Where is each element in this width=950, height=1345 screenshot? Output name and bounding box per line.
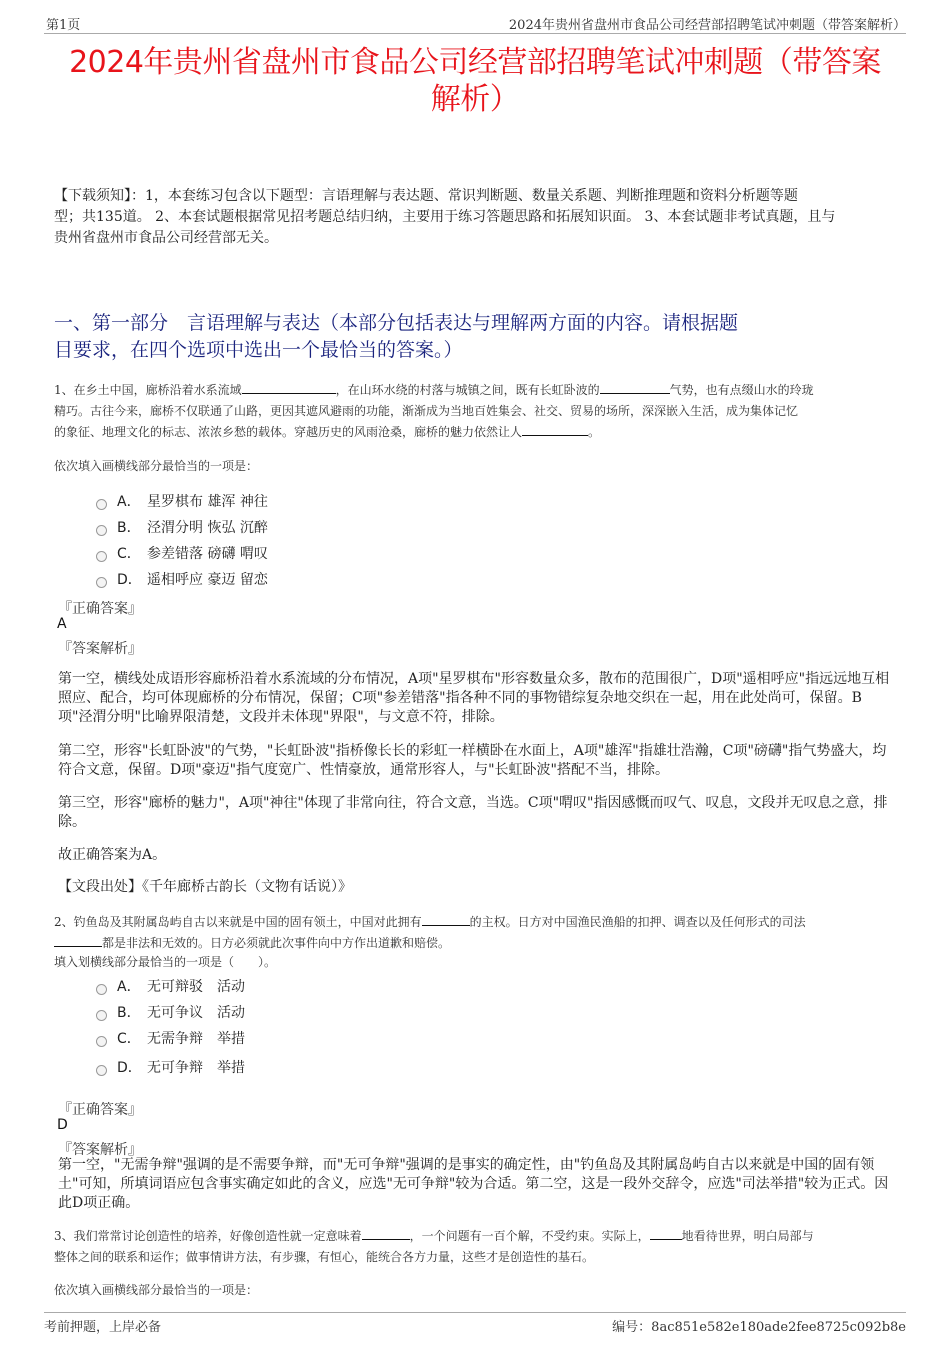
section-heading [54,310,906,364]
document-id: 编号：8ac851e582e180ade2fee8725c092b8e [612,1320,906,1335]
title-line-2: 解析） [430,82,520,117]
page-number: 第1页 [46,18,81,33]
option-letter: B． [117,1005,141,1021]
option-letter: D． [117,572,142,588]
question-3-stem [54,1226,914,1268]
radio-button[interactable] [96,577,107,588]
source-citation: 【文段出处】《千年廊桥古韵长（文物有话说）》 [58,879,352,895]
stem-text: ，在山环水绕的村落与城镇之间，既有长虹卧波的 [335,383,600,397]
radio-button[interactable] [96,551,107,562]
option-a[interactable] [96,491,268,511]
option-text: 无需争辩 举措 [147,1031,245,1047]
radio-button[interactable] [96,1036,107,1047]
fill-blank [242,381,336,394]
option-c[interactable] [96,543,268,563]
correct-answer-label: 『正确答案』 [58,601,142,617]
option-b[interactable] [96,517,268,537]
radio-button[interactable] [96,1010,107,1021]
analysis-label: 『答案解析』 [58,641,142,657]
stem-text: 地看待世界，明白局部与 [681,1229,814,1243]
fill-blank [650,1227,682,1240]
option-text: 星罗棋布 雄浑 神往 [147,494,268,510]
option-letter: C． [117,546,141,562]
notice-line: 型；共135道。 2、本套试题根据常见招考题总结归纳，主要用于练习答题思路和拓展知识面。 3、本套试题非考试真题，且与 [54,209,836,225]
option-d[interactable] [96,1057,245,1077]
fill-blank [54,934,102,947]
radio-button[interactable] [96,984,107,995]
question-1-stem [54,380,914,443]
analysis-paragraph: 第一空，横线处成语形容廊桥沿着水系流域的分布情况，A项"星罗棋布"形容数量众多，散布的范围很广，D项"遥相呼应"指远远地互相照应、配合，均可体现廊桥的分布情况，保留；C项"参差错落"指各种不同的事物错综复杂地交织在一起，用在此处尚可，保留。B项"泾渭分明"比喻界限清楚，文段并未体现"界限"，与文意不符，排除。 [58,671,890,725]
stem-text: 1、在乡土中国，廊桥沿着水系流域 [54,383,242,397]
question-3-prompt: 依次填入画横线部分最恰当的一项是： [54,1283,259,1297]
section-heading-line: 一、第一部分 言语理解与表达（本部分包括表达与理解两方面的内容。请根据题 [54,312,739,334]
option-c[interactable] [96,1028,245,1048]
analysis-paragraph: 第二空，形容"长虹卧波"的气势，"长虹卧波"指桥像长长的彩虹一样横卧在水面上，A项"雄浑"指雄壮浩瀚，C项"磅礴"指气势盛大，均符合文意，保留。D项"豪迈"指气度宽广、性情豪放，通常形容人，与"长虹卧波"搭配不当，排除。 [58,743,887,778]
stem-text: 都是非法和无效的。日方必须就此次事件向中方作出道歉和赔偿。 [102,936,451,950]
stem-text: 的主权。日方对中国渔民渔船的扣押、调查以及任何形式的司法 [469,915,806,929]
option-text: 遥相呼应 豪迈 留恋 [147,572,268,588]
stem-text: 。 [588,425,601,439]
download-notice [54,186,906,249]
notice-line: 贵州省盘州市食品公司经营部无关。 [54,230,278,246]
correct-answer-label: 『正确答案』 [58,1102,142,1118]
radio-button[interactable] [96,525,107,536]
final-answer: 故正确答案为A。 [58,847,167,863]
page-title [50,44,900,118]
radio-button[interactable] [96,1065,107,1076]
analysis-label: 『答案解析』 [58,1142,142,1158]
option-letter: D． [117,1060,142,1076]
analysis-paragraph: 第三空，形容"廊桥的魅力"，A项"神往"体现了非常向往，符合文意，当选。C项"喟叹"指因感慨而叹气、叹息，文段并无叹息之意，排除。 [58,795,888,830]
option-text: 无可争议 活动 [147,1005,245,1021]
notice-line: 【下载须知】：1，本套练习包含以下题型：言语理解与表达题、常识判断题、数量关系题、判断推理题和资料分析题等题 [54,188,798,204]
stem-text: 整体之间的联系和运作；做事情讲方法，有步骤，有恒心，能统合各方力量，这些才是创造性的基石。 [54,1250,595,1264]
option-letter: A． [117,979,141,995]
option-a[interactable] [96,976,245,996]
stem-text: 2、钓鱼岛及其附属岛屿自古以来就是中国的固有领土，中国对此拥有 [54,915,422,929]
footer-slogan: 考前押题，上岸必备 [44,1320,162,1335]
option-text: 无可争辩 举措 [147,1060,245,1076]
stem-text: 的象征、地理文化的标志、浓浓乡愁的载体。穿越历史的风雨沧桑，廊桥的魅力依然让人 [54,425,523,439]
header-divider [44,33,906,34]
option-text: 参差错落 磅礴 喟叹 [147,546,268,562]
stem-text: 精巧。古往今来，廊桥不仅联通了山路，更因其遮风避雨的功能，渐渐成为当地百姓集会、社交、贸易的场所，深深嵌入生活，成为集体记忆 [54,404,799,418]
title-line-1: 2024年贵州省盘州市食品公司经营部招聘笔试冲刺题（带答案 [69,45,881,80]
stem-text: ，一个问题有一百个解，不受约束。实际上， [409,1229,650,1243]
option-text: 无可辩驳 活动 [147,979,245,995]
option-letter: A． [117,494,141,510]
fill-blank [422,913,470,926]
fill-blank [600,381,670,394]
option-d[interactable] [96,569,268,589]
section-heading-line: 目要求，在四个选项中选出一个最恰当的答案。） [54,339,463,361]
analysis-paragraph: 第一空，"无需争辩"强调的是不需要争辩，而"无可争辩"强调的是事实的确定性，由"钓鱼岛及其附属岛屿自古以来就是中国的固有领土"可知，所填词语应包含事实确定如此的含义，应选"无可争辩"较为合适。第二空，这是一段外交辞令，应选"司法举措"较为正式。因此D项正确。 [58,1157,889,1211]
option-b[interactable] [96,1002,245,1022]
fill-blank [362,1227,410,1240]
stem-text: 3、我们常常讨论创造性的培养，好像创造性就一定意味着 [54,1229,362,1243]
correct-answer: D [57,1117,68,1133]
radio-button[interactable] [96,499,107,510]
question-2-prompt: 填入划横线部分最恰当的一项是（ ）。 [54,955,277,969]
option-letter: B． [117,520,141,536]
option-letter: C． [117,1031,141,1047]
footer-divider [44,1312,906,1313]
correct-answer: A [57,616,67,632]
option-text: 泾渭分明 恢弘 沉醉 [147,520,268,536]
stem-text: 气势，也有点缀山水的玲珑 [669,383,814,397]
header-doc-title: 2024年贵州省盘州市食品公司经营部招聘笔试冲刺题（带答案解析） [508,18,906,33]
question-2-stem [54,912,914,954]
fill-blank [522,423,588,436]
question-1-prompt: 依次填入画横线部分最恰当的一项是： [54,459,259,473]
